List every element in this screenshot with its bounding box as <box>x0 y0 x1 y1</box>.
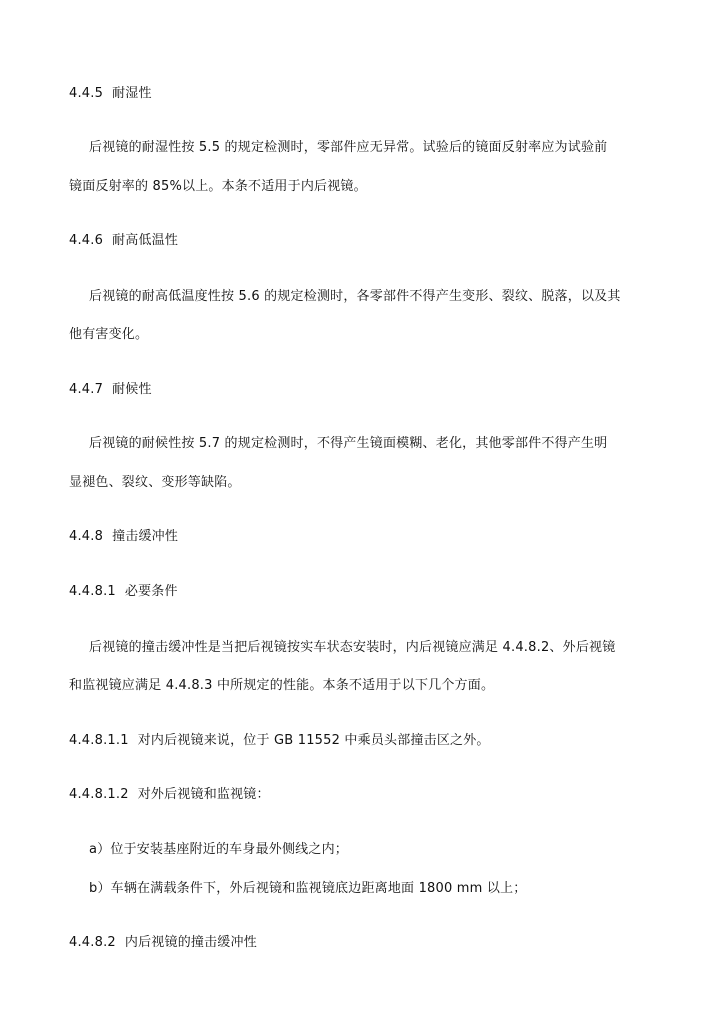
section-title: 必要条件 <box>124 584 178 599</box>
paragraph-line: 显褪色、裂纹、变形等缺陷。 <box>69 475 241 490</box>
paragraph-line: 和监视镜应满足 4.4.8.3 中所规定的性能。本条不适用于以下几个方面。 <box>69 678 495 693</box>
section-number: 4.4.8.1.1 <box>69 733 129 748</box>
section-heading-4-4-8-1 <box>69 583 684 601</box>
list-item-a: a）位于安装基座附近的车身最外侧线之内； <box>89 842 348 857</box>
section-heading-4-4-8 <box>69 528 684 546</box>
section-number: 4.4.6 <box>69 233 104 248</box>
paragraph-line: 后视镜的耐湿性按 5.5 的规定检测时，零部件应无异常。试验后的镜面反射率应为试验前 <box>89 140 608 155</box>
list-item-b: b）车辆在满载条件下，外后视镜和监视镜底边距离地面 1800 mm 以上； <box>89 881 527 896</box>
section-heading-4-4-8-1-2 <box>69 786 684 804</box>
section-number: 4.4.8 <box>69 529 104 544</box>
section-title: 内后视镜的撞击缓冲性 <box>124 935 257 950</box>
section-title: 撞击缓冲性 <box>112 529 179 544</box>
paragraph-line: 镜面反射率的 85%以上。本条不适用于内后视镜。 <box>69 179 367 194</box>
paragraph-line: 后视镜的撞击缓冲性是当把后视镜按实车状态安装时，内后视镜应满足 4.4.8.2、外后视镜 <box>89 640 616 655</box>
section-number: 4.4.8.1.2 <box>69 787 129 802</box>
section-text: 对内后视镜来说，位于 GB 11552 中乘员头部撞击区之外。 <box>137 733 490 748</box>
section-heading-4-4-6 <box>69 232 684 250</box>
paragraph-line: 后视镜的耐候性按 5.7 的规定检测时，不得产生镜面模糊、老化，其他零部件不得产生明 <box>89 436 608 451</box>
section-heading-4-4-8-2 <box>69 934 684 952</box>
section-number: 4.4.5 <box>69 86 104 101</box>
section-heading-4-4-8-1-1 <box>69 732 684 750</box>
section-number: 4.4.8.2 <box>69 935 116 950</box>
section-title: 耐高低温性 <box>112 233 179 248</box>
section-number: 4.4.7 <box>69 382 104 397</box>
paragraph-line: 他有害变化。 <box>69 327 149 342</box>
section-text: 对外后视镜和监视镜： <box>137 787 270 802</box>
paragraph-line: 后视镜的耐高低温度性按 5.6 的规定检测时，各零部件不得产生变形、裂纹、脱落，以及其 <box>89 289 621 304</box>
section-heading-4-4-5 <box>69 85 684 103</box>
section-heading-4-4-7 <box>69 381 684 399</box>
section-title: 耐候性 <box>112 382 152 397</box>
section-title: 耐湿性 <box>112 86 152 101</box>
section-number: 4.4.8.1 <box>69 584 116 599</box>
